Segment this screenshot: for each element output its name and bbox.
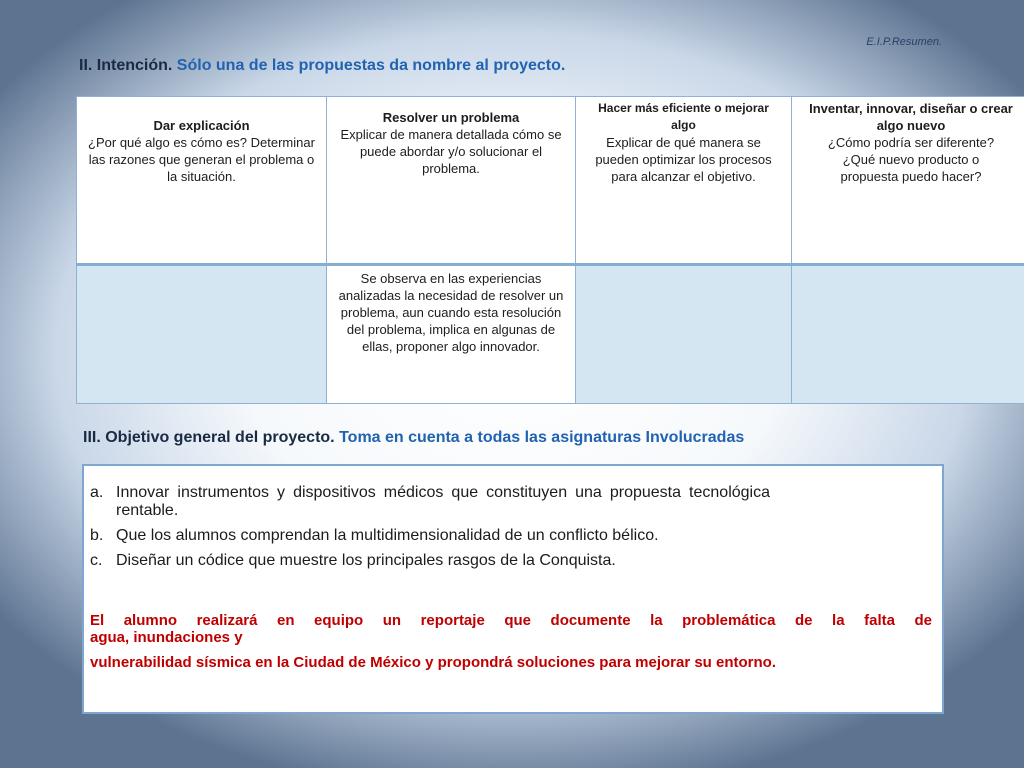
intent-section-title (79, 57, 565, 75)
list-item (90, 527, 770, 545)
intent-answer-cell: Se observa en las experiencias analizadas la necesidad de resolver un problema, aun cuando esta resolución del problema, implica en algunas de ellas, proponer algo innovador. (327, 265, 576, 404)
intent-option-solve (327, 97, 576, 265)
objective-section-title (83, 429, 744, 447)
list-item (90, 552, 770, 570)
intent-answer-cell (792, 265, 1024, 404)
objective-statement-line: agua, inundaciones y (90, 629, 243, 646)
objective-title-bold: III. Objetivo general del proyecto. (83, 429, 335, 446)
list-item (90, 484, 770, 520)
intent-title-highlight: Sólo una de las propuestas da nombre al proyecto. (176, 57, 566, 74)
list-item-text: Que los alumnos comprendan la multidimensionalidad de un conflicto bélico. (116, 527, 659, 544)
objective-list (90, 484, 770, 577)
table-row (77, 265, 1024, 404)
list-marker: c. (90, 552, 103, 569)
intent-option-heading: Resolver un problema (382, 110, 520, 125)
intent-option-innovate (792, 97, 1024, 265)
intent-option-improve (576, 97, 792, 265)
objective-title-highlight: Toma en cuenta a todas las asignaturas Involucradas (339, 429, 745, 446)
intent-title-bold: II. Intención. (79, 57, 173, 74)
intent-table (76, 96, 1024, 404)
intent-option-body: Explicar de qué manera se pueden optimizar los procesos para alcanzar el objetivo. (595, 135, 772, 184)
intent-option-body: ¿Cómo podría ser diferente? ¿Qué nuevo producto o propuesta puedo hacer? (827, 135, 995, 184)
intent-answer-cell (576, 265, 792, 404)
objective-box (82, 464, 944, 714)
intent-option-heading: Inventar, innovar, diseñar o crear algo nuevo (809, 101, 1013, 133)
list-marker: a. (90, 484, 104, 501)
intent-answer-cell (77, 265, 327, 404)
document-tag: E.I.P.Resumen. (866, 36, 942, 48)
intent-option-heading: Dar explicación (153, 118, 250, 133)
list-marker: b. (90, 527, 104, 544)
objective-statement-line: vulnerabilidad sísmica en la Ciudad de México y propondrá soluciones para mejorar su entorno. (90, 654, 777, 671)
intent-option-body: ¿Por qué algo es cómo es? Determinar las razones que generan el problema o la situación. (88, 135, 315, 184)
intent-option-body: Explicar de manera detallada cómo se puede abordar y/o solucionar el problema. (340, 127, 562, 176)
intent-option-heading: Hacer más eficiente o mejorar algo (598, 101, 769, 132)
list-item-text: Diseñar un códice que muestre los principales rasgos de la Conquista. (116, 552, 616, 569)
intent-option-explain (77, 97, 327, 265)
objective-statement-line: El alumno realizará en equipo un reportaje que documente la problemática de la falta de (90, 612, 932, 629)
table-row (77, 97, 1024, 265)
list-item-text: Innovar instrumentos y dispositivos médicos que constituyen una propuesta tecnológica rentable. (116, 484, 770, 519)
